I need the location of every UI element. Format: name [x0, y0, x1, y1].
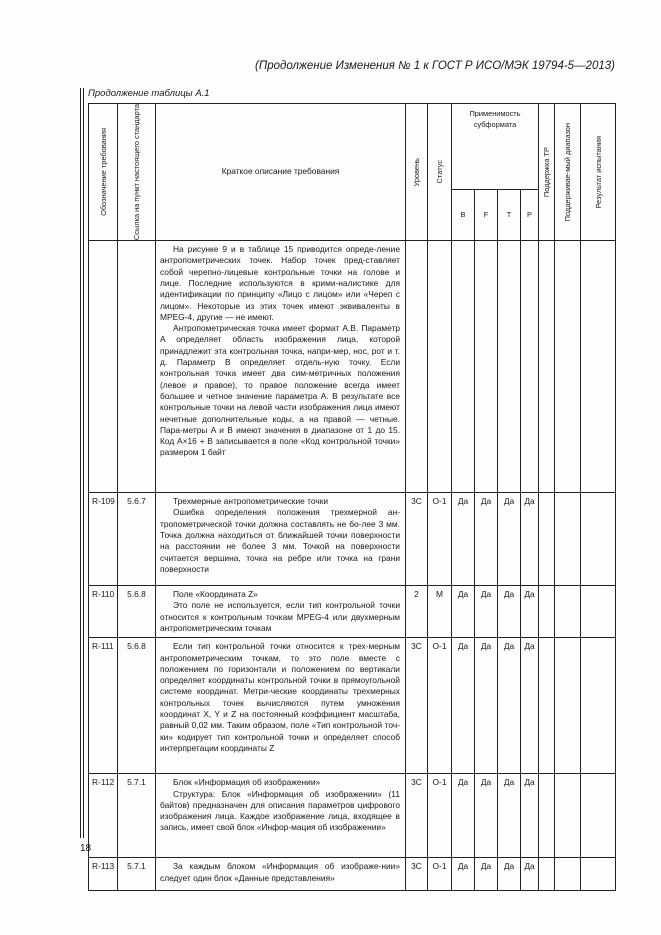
description-paragraph: Трехмерные антропометрические точки [173, 496, 329, 507]
applicability-p: Да [521, 493, 539, 586]
requirement-description [156, 586, 406, 638]
applicability-p: Да [521, 774, 539, 858]
test-result-cell [581, 586, 616, 638]
col-header-applicability: Применимость субформата [452, 104, 539, 190]
requirement-id: R-112 [89, 774, 118, 858]
table-row [89, 586, 616, 638]
requirement-description [156, 774, 406, 858]
applicability-f: Да [475, 774, 498, 858]
supported-tp-cell [539, 858, 555, 891]
status-cell: O-1 [428, 638, 452, 774]
col-header-ref: Ссылка на пункт настоящего стандарта [118, 104, 156, 241]
page-number: 18 [80, 843, 92, 854]
applicability-p: Да [521, 858, 539, 891]
applicability-t [498, 241, 521, 493]
applicability-b: Да [452, 858, 475, 891]
document-header: (Продолжение Изменения № 1 к ГОСТ Р ИСО/МЭК 19794-5—2013) [255, 60, 615, 72]
supported-tp-cell [539, 586, 555, 638]
supported-tp-cell [539, 241, 555, 493]
status-cell: O-1 [428, 858, 452, 891]
description-paragraph: Блок «Информация об изображении» [173, 777, 321, 788]
requirement-id [89, 241, 118, 493]
col-header-supported-range: Поддерживае-мый диапазон [555, 104, 581, 241]
description-paragraph: Если тип контрольной точки относится к трех-мерным антропометрическим точкам, то это поле вместе с положением по горизонтали и положением по вертикали определяет координаты контрольной точки в прямоугольной системе координат. Метри-ческие координаты трехмерных контрольных точек вычисляются путем умножения координат X, Y и Z на постоянный коэффициент масштаба, равный 0,02 мм. Таким образом, поле «Тип контрольной точ-ки» кодирует тип контрольной точки и определяет способ интерпретации координаты Z [160, 641, 400, 753]
supported-range-cell [555, 586, 581, 638]
requirement-description [156, 638, 406, 774]
col-header-f: F [475, 190, 498, 241]
applicability-t: Да [498, 638, 521, 774]
applicability-p: Да [521, 586, 539, 638]
requirement-description [156, 858, 406, 891]
level-cell: 2 [406, 586, 428, 638]
status-cell [428, 241, 452, 493]
col-header-level: Уровень [406, 104, 428, 241]
requirement-id: R-111 [89, 638, 118, 774]
col-header-supported-tp: Поддержка ТР [539, 104, 555, 241]
table-row [89, 858, 616, 891]
clause-reference: 5.7.1 [118, 858, 156, 891]
applicability-b: Да [452, 774, 475, 858]
applicability-f: Да [475, 493, 498, 586]
clause-reference [118, 241, 156, 493]
description-paragraph: Ошибка определения положения трехмерной ан-тропометрической точки должна составлять не бо-лее 3 мм. Точка должна находиться от ближайшей точки поверхности на расстоянии не более 3 мм. Точкой на поверхности считается вершина, точка на ребре или точка на грани поверхности [160, 507, 400, 574]
col-header-status: Статус [428, 104, 452, 241]
requirement-description [156, 493, 406, 586]
change-margin-line-inner [83, 88, 84, 838]
test-result-cell [581, 858, 616, 891]
supported-range-cell [555, 858, 581, 891]
status-cell: O-1 [428, 774, 452, 858]
col-header-b: B [452, 190, 475, 241]
applicability-f: Да [475, 858, 498, 891]
clause-reference: 5.6.8 [118, 586, 156, 638]
description-paragraph: Это поле не используется, если тип контрольной точки относится к контрольным точкам MPEG-4 или двухмерным антропометрическим точкам [160, 600, 400, 633]
level-cell: 3С [406, 774, 428, 858]
applicability-b [452, 241, 475, 493]
table-row [89, 774, 616, 858]
col-header-t: T [498, 190, 521, 241]
applicability-f [475, 241, 498, 493]
supported-range-cell [555, 638, 581, 774]
test-result-cell [581, 638, 616, 774]
level-cell [406, 241, 428, 493]
requirement-id: R-110 [89, 586, 118, 638]
level-cell: 3С [406, 493, 428, 586]
supported-tp-cell [539, 774, 555, 858]
requirement-description [156, 241, 406, 493]
supported-range-cell [555, 493, 581, 586]
clause-reference: 5.6.8 [118, 638, 156, 774]
col-header-test-result: Результат испытания [581, 104, 616, 241]
description-paragraph: На рисунке 9 и в таблице 15 приводится опреде-ление антропометрических точек. Набор точек пред-ставляет собой черепно-лицевые контрольные точки на голове и лице. Последние используются в крими-налистике для идентификации по принципу «Лицо с лицом» или «Череп с лицом». Некоторые из этих точек имеют эквиваленты в MPEG-4, другие — не имеют. [160, 244, 400, 322]
applicability-f: Да [475, 586, 498, 638]
description-paragraph: Поле «Координата Z» [173, 589, 258, 600]
description-paragraph: За каждым блоком «Информация об изображе-нии» следует один блок «Данные представления» [160, 861, 400, 883]
applicability-f: Да [475, 638, 498, 774]
supported-range-cell [555, 241, 581, 493]
level-cell: 3С [406, 858, 428, 891]
requirements-table [88, 103, 616, 891]
test-result-cell [581, 493, 616, 586]
status-cell: O-1 [428, 493, 452, 586]
col-header-p: P [521, 190, 539, 241]
table-row [89, 493, 616, 586]
applicability-t: Да [498, 493, 521, 586]
applicability-t: Да [498, 586, 521, 638]
applicability-b: Да [452, 638, 475, 774]
requirement-id: R-113 [89, 858, 118, 891]
supported-tp-cell [539, 638, 555, 774]
change-margin-line [80, 88, 81, 838]
supported-tp-cell [539, 493, 555, 586]
test-result-cell [581, 774, 616, 858]
description-paragraph: Антропометрическая точка имеет формат A.B. Параметр A определяет область изображения лица, которой принадлежит эта контрольная точка, напри-мер, нос, рот и т. д. Параметр B определяет отдель-ную точку. Если контрольная точка имеет два сим-метричных положения (левое и правое), то правое положение всегда имеет большее и четное значение параметра A. В результате все контрольные точки на левой части изображения лица имеют нечетные дополнительные коды, а на правой — четные. Пара-метры A и B имеют значения в диапазоне от 1 до 15. Код A×16 + B записывается в поле «Код контрольной точки» размером 1 байт [160, 323, 400, 458]
col-header-id: Обозначение требования [89, 104, 118, 241]
level-cell: 3С [406, 638, 428, 774]
requirement-id: R-109 [89, 493, 118, 586]
table-row [89, 241, 616, 493]
applicability-b: Да [452, 493, 475, 586]
table-continuation-caption: Продолжение таблицы А.1 [88, 88, 210, 99]
applicability-p [521, 241, 539, 493]
applicability-b: Да [452, 586, 475, 638]
table-row [89, 638, 616, 774]
status-cell: M [428, 586, 452, 638]
applicability-t: Да [498, 858, 521, 891]
supported-range-cell [555, 774, 581, 858]
applicability-p: Да [521, 638, 539, 774]
test-result-cell [581, 241, 616, 493]
description-paragraph: Структура: Блок «Информация об изображении» (11 байтов) предназначен для описания параметров цифрового изображения лица. Каждое изображение лица, входящее в запись, имеет свой блок «Инфор-мация об изображении» [160, 788, 400, 833]
applicability-t: Да [498, 774, 521, 858]
clause-reference: 5.6.7 [118, 493, 156, 586]
clause-reference: 5.7.1 [118, 774, 156, 858]
col-header-desc: Краткое описание требования [156, 104, 406, 241]
